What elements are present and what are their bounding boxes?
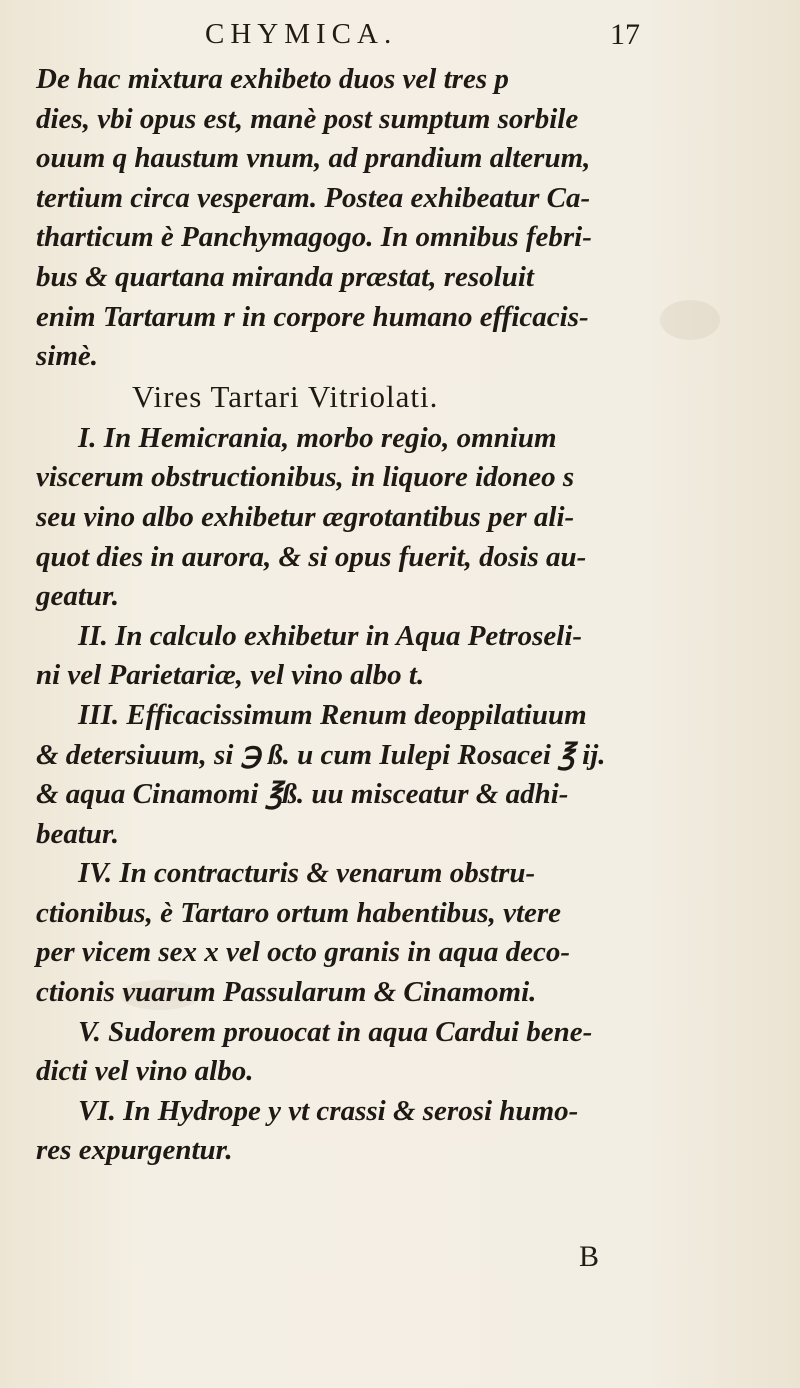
item-line: V. Sudorem prouocat in aqua Cardui bene- [78,1015,593,1048]
text-line: simè. [36,340,99,373]
item-line: geatur. [36,580,119,613]
text-line: ouum q haustum vnum, ad prandium alterum, [36,142,591,175]
item-line: II. In calculo exhibetur in Aqua Petroseli- [78,619,583,652]
item-line: dicti vel vino albo. [36,1055,254,1088]
item-line: & aqua Cinamomi ℥ß. uu misceatur & adhi- [36,778,569,811]
item-line: ctionis vuarum Passularum & Cinamomi. [36,976,537,1009]
page-number: 17 [610,18,640,51]
item-line: res expurgentur. [36,1134,233,1167]
item-line: quot dies in aurora, & si opus fuerit, dosis au- [36,540,587,573]
item-line: per vicem sex x vel octo granis in aqua deco- [36,936,570,969]
main-text [36,60,771,1171]
text-line: De hac mixtura exhibeto duos vel tres p [36,63,509,95]
item-line: I. In Hemicrania, morbo regio, omnium [78,421,557,454]
running-title: CHYMICA. [205,18,398,50]
text-line: dies, vbi opus est, manè post sumptum sorbile [36,102,579,135]
item-line: & detersiuum, si ℈ ß. u cum Iulepi Rosacei ℥ ij. [36,738,606,771]
item-line: seu vino albo exhibetur ægrotantibus per ali- [36,500,575,533]
text-line: tertium circa vesperam. Postea exhibeatur Ca- [36,181,591,214]
item-line: III. Efficacissimum Renum deoppilatiuum [78,698,587,731]
text-line: bus & quartana miranda præstat, resoluit [36,260,534,293]
text-line: tharticum è Panchymagogo. In omnibus febri- [36,221,592,254]
page-header [0,14,800,58]
text-line: enim Tartarum r in corpore humano efficacis- [36,300,589,333]
item-line: ctionibus, è Tartaro ortum habentibus, vtere [36,896,562,929]
item-line: ni vel Parietariæ, vel vino albo t. [36,659,425,692]
item-line: beatur. [36,817,119,850]
item-line: IV. In contracturis & venarum obstru- [78,857,536,890]
item-line: viscerum obstructionibus, in liquore idoneo s [36,461,575,494]
section-heading: Vires Tartari Vitriolati. [132,378,439,414]
item-line: VI. In Hydrope y vt crassi & serosi humo- [78,1094,579,1127]
signature-mark: B [579,1240,600,1273]
